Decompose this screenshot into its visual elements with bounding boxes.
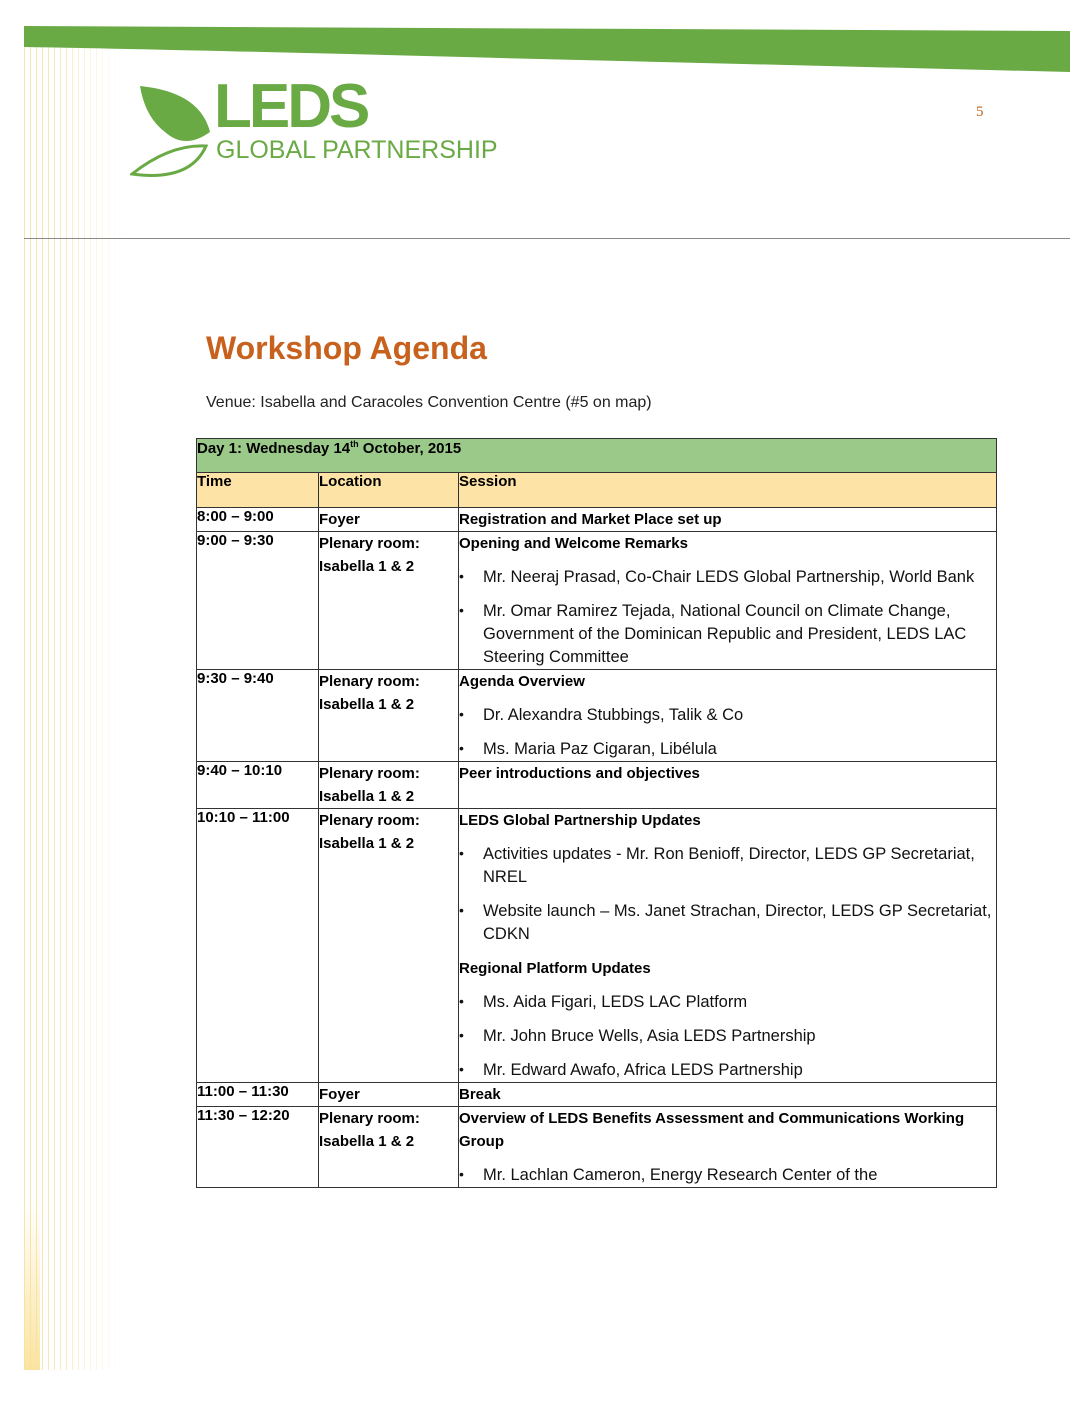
session-title: Agenda Overview xyxy=(459,673,585,690)
time-cell: 8:00 – 9:00 xyxy=(197,508,319,532)
list-item: • Dr. Alexandra Stubbings, Talik & Co xyxy=(459,704,996,727)
location-line: Foyer xyxy=(319,511,360,528)
logo-subtitle: GLOBAL PARTNERSHIP xyxy=(216,136,498,164)
speaker-list xyxy=(459,1164,996,1187)
session-title: Overview of LEDS Benefits Assessment and Communications Working Group xyxy=(459,1110,965,1150)
decorative-side-lines xyxy=(24,40,124,1370)
agenda-table xyxy=(196,438,997,1188)
location-line: Isabella 1 & 2 xyxy=(319,1133,415,1150)
time-cell: 10:10 – 11:00 xyxy=(197,809,319,1083)
table-row xyxy=(197,762,997,809)
list-item: • Mr. Edward Awafo, Africa LEDS Partnership xyxy=(459,1059,996,1082)
speaker-list xyxy=(459,843,996,946)
table-row xyxy=(197,532,997,670)
page-title: Workshop Agenda xyxy=(206,330,487,366)
location-line: Isabella 1 & 2 xyxy=(319,558,415,575)
session-title: Peer introductions and objectives xyxy=(459,765,700,782)
header-divider xyxy=(24,238,1070,239)
location-line: Plenary room: xyxy=(319,765,420,782)
day-header-row xyxy=(197,439,997,473)
session-subtitle: Regional Platform Updates xyxy=(459,960,651,977)
table-row xyxy=(197,809,997,1083)
header-green-band xyxy=(0,0,1088,80)
session-cell xyxy=(459,1107,997,1188)
location-cell xyxy=(319,508,459,532)
column-header-location: Location xyxy=(319,473,459,508)
page-number: 5 xyxy=(976,104,984,120)
decorative-side-fade xyxy=(24,1200,40,1370)
session-cell xyxy=(459,532,997,670)
list-item: • Mr. John Bruce Wells, Asia LEDS Partnership xyxy=(459,1025,996,1048)
day-label: Day 1: Wednesday 14th October, 2015 xyxy=(197,439,997,473)
column-header-row xyxy=(197,473,997,508)
list-item: • Mr. Lachlan Cameron, Energy Research Center of the xyxy=(459,1164,996,1187)
list-item: • Mr. Neeraj Prasad, Co-Chair LEDS Global Partnership, World Bank xyxy=(459,566,996,589)
time-cell: 9:00 – 9:30 xyxy=(197,532,319,670)
location-line: Foyer xyxy=(319,1086,360,1103)
location-line: Plenary room: xyxy=(319,812,420,829)
time-cell: 11:00 – 11:30 xyxy=(197,1083,319,1107)
table-row xyxy=(197,1107,997,1188)
column-header-session: Session xyxy=(459,473,997,508)
session-cell xyxy=(459,809,997,1083)
table-row xyxy=(197,670,997,762)
location-cell xyxy=(319,1107,459,1188)
location-line: Isabella 1 & 2 xyxy=(319,696,415,713)
location-line: Plenary room: xyxy=(319,673,420,690)
column-header-time: Time xyxy=(197,473,319,508)
list-item: • Mr. Omar Ramirez Tejada, National Council on Climate Change, Government of the Dominican Republic and President, LEDS LAC Steering Committee xyxy=(459,600,996,669)
session-title: Opening and Welcome Remarks xyxy=(459,535,688,552)
location-line: Isabella 1 & 2 xyxy=(319,835,415,852)
time-cell: 11:30 – 12:20 xyxy=(197,1107,319,1188)
logo-wordmark: LEDS xyxy=(214,72,368,141)
list-item: • Website launch – Ms. Janet Strachan, Director, LEDS GP Secretariat, CDKN xyxy=(459,900,996,946)
location-line: Isabella 1 & 2 xyxy=(319,788,415,805)
session-title: Break xyxy=(459,1086,501,1103)
location-line: Plenary room: xyxy=(319,1110,420,1127)
session-title: Registration and Market Place set up xyxy=(459,511,722,528)
session-cell xyxy=(459,508,997,532)
speaker-list xyxy=(459,704,996,761)
list-item: • Ms. Maria Paz Cigaran, Libélula xyxy=(459,738,996,761)
session-cell xyxy=(459,1083,997,1107)
time-cell: 9:30 – 9:40 xyxy=(197,670,319,762)
location-cell xyxy=(319,762,459,809)
session-cell xyxy=(459,762,997,809)
session-title: LEDS Global Partnership Updates xyxy=(459,812,701,829)
list-item: • Activities updates - Mr. Ron Benioff, Director, LEDS GP Secretariat, NREL xyxy=(459,843,996,889)
time-cell: 9:40 – 10:10 xyxy=(197,762,319,809)
location-line: Plenary room: xyxy=(319,535,420,552)
venue-line: Venue: Isabella and Caracoles Convention Centre (#5 on map) xyxy=(206,394,652,411)
list-item: • Ms. Aida Figari, LEDS LAC Platform xyxy=(459,991,996,1014)
speaker-list xyxy=(459,991,996,1082)
session-cell xyxy=(459,670,997,762)
speaker-list xyxy=(459,566,996,669)
table-row xyxy=(197,1083,997,1107)
location-cell xyxy=(319,670,459,762)
location-cell xyxy=(319,809,459,1083)
location-cell xyxy=(319,1083,459,1107)
table-row xyxy=(197,508,997,532)
location-cell xyxy=(319,532,459,670)
